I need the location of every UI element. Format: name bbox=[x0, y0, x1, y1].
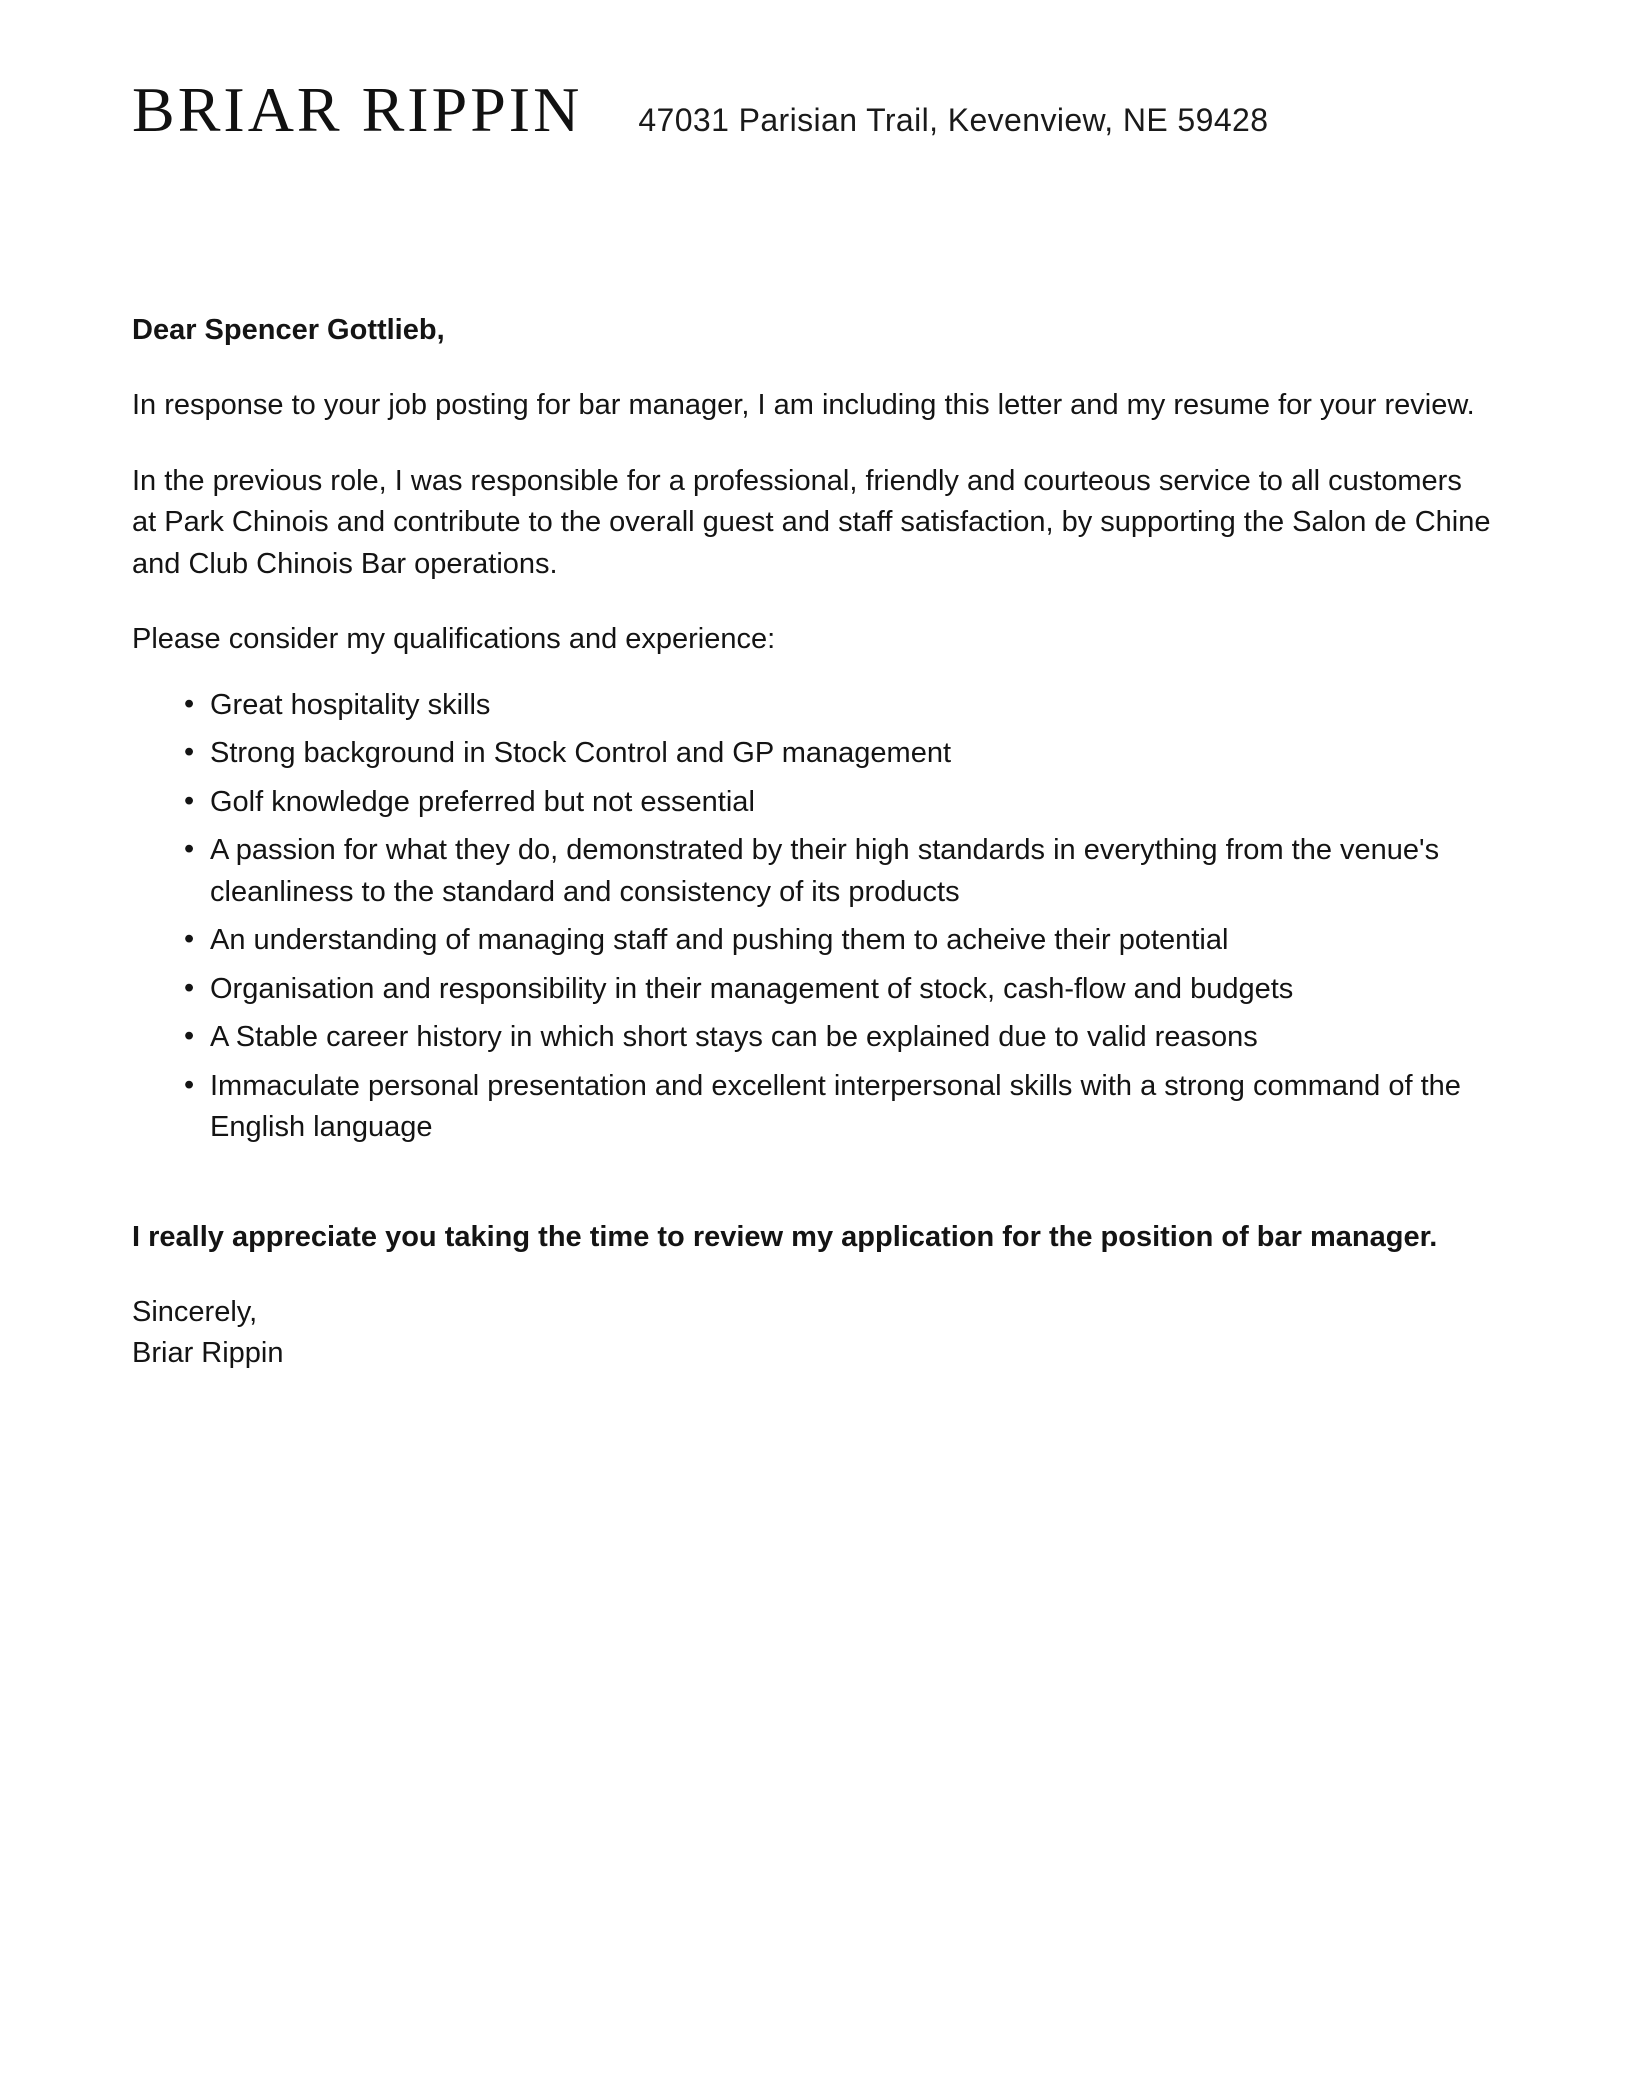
signoff-salutation: Sincerely, bbox=[132, 1295, 258, 1328]
list-item: • Organisation and responsibility in their management of stock, cash-flow and budgets bbox=[184, 969, 1492, 1010]
paragraph-intro: In response to your job posting for bar manager, I am including this letter and my resume for your review. bbox=[132, 389, 1475, 422]
letter-body bbox=[132, 310, 1492, 1375]
list-item: • Immaculate personal presentation and excellent interpersonal skills with a strong command of the English language bbox=[184, 1066, 1492, 1149]
letterhead bbox=[132, 74, 1492, 145]
list-item: • Strong background in Stock Control and GP management bbox=[184, 733, 1492, 774]
list-item: • A Stable career history in which short stays can be explained due to valid reasons bbox=[184, 1017, 1492, 1058]
qualifications-intro: Please consider my qualifications and experience: bbox=[132, 623, 776, 656]
closing-statement: I really appreciate you taking the time to review my application for the position of bar manager. bbox=[132, 1220, 1438, 1253]
signature-block bbox=[132, 1292, 1492, 1375]
signature-name: Briar Rippin bbox=[132, 1337, 284, 1370]
candidate-address: 47031 Parisian Trail, Kevenview, NE 59428 bbox=[638, 102, 1269, 138]
list-item: • Golf knowledge preferred but not essential bbox=[184, 782, 1492, 823]
page-title: BRIAR RIPPIN bbox=[132, 74, 583, 145]
list-item: • A passion for what they do, demonstrated by their high standards in everything from the venue's cleanliness to the standard and consistency of its products bbox=[184, 830, 1492, 913]
list-item: • Great hospitality skills bbox=[184, 685, 1492, 726]
qualifications-list bbox=[132, 685, 1492, 1149]
paragraph-experience: In the previous role, I was responsible for a professional, friendly and courteous service to all customers at Park Chinois and contribute to the overall guest and staff satisfaction, by supporting the Salon de Chine and Club Chinois Bar operations. bbox=[132, 464, 1491, 580]
salutation: Dear Spencer Gottlieb, bbox=[132, 314, 445, 346]
list-item: • An understanding of managing staff and pushing them to acheive their potential bbox=[184, 920, 1492, 961]
